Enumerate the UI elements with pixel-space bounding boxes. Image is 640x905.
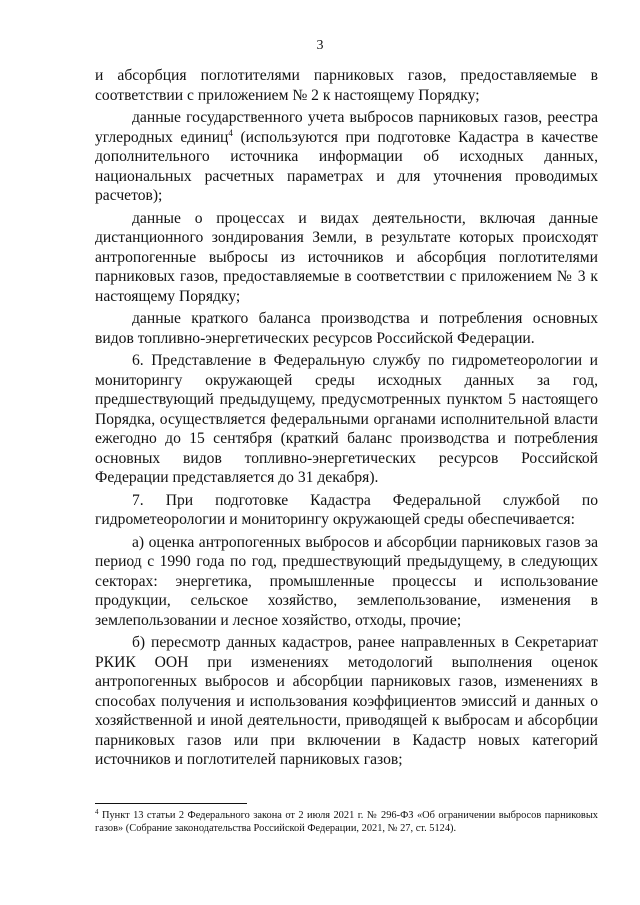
paragraph-text: (используются при подготовке Кадастра в качестве дополнительного источника информации об исходных данных, национальных расчетных параметрах и для уточнения проводимых расчетов); (95, 128, 598, 204)
document-body (95, 66, 598, 770)
footnote-separator (95, 803, 247, 804)
paragraph-item-7: 7. При подготовке Кадастра Федеральной службой по гидрометеорологии и мониторингу окружающей среды обеспечивается: (95, 491, 598, 528)
paragraph-item-6: 6. Представление в Федеральную службу по гидрометеорологии и мониторингу окружающей среды исходных данных за год, предшествующий предыдущему, предусмотренных пунктом 5 настоящего Порядка, осуществляется федеральными органами исполнительной власти ежегодно до 15 сентября (краткий баланс производства и потребления основных видов топливно-энергетических ресурсов Российской Федерации представляется до 31 декабря). (95, 352, 598, 486)
footnote-marker: 4 (95, 808, 99, 816)
paragraph-subitem-a: а) оценка антропогенных выбросов и абсорбции парниковых газов за период с 1990 года по год, предшествующий предыдущему, в следующих секторах: энергетика, промышленные процессы и использование продукции, сельское хозяйство, землепользование, изменения в землепользовании и лесное хозяйство, отходы, прочие; (95, 533, 598, 629)
paragraph-activity-data: данные о процессах и видах деятельности, включая данные дистанционного зондирования Земли, в результате которых происходят антропогенные выбросы из источников и абсорбция поглотителями парниковых газов, предоставляемые в соответствии с приложением № 3 к настоящему Порядку; (95, 209, 598, 305)
footnote (95, 809, 598, 835)
footnote-text: Пункт 13 статьи 2 Федерального закона от 2 июля 2021 г. № 296-ФЗ «Об ограничении выбросов парниковых газов» (Собрание законодательства Российской Федерации, 2021, № 27, ст. 5124). (95, 810, 598, 834)
paragraph-text: данные государственного учета выбросов парниковых газов, реестра углеродных единиц (95, 109, 598, 146)
paragraph-subitem-b: б) пересмотр данных кадастров, ранее направленных в Секретариат РКИК ООН при изменениях методологий выполнения оценок антропогенных выбросов и абсорбции парниковых газов, изменениях в способах получения и использования коэффициентов эмиссий и данных о хозяйственной и иной деятельности, приводящей к выбросам и абсорбции парниковых газов или при включении в Кадастр новых категорий источников и поглотителей парниковых газов; (95, 634, 598, 768)
paragraph-state-accounting-data (95, 108, 598, 206)
page-number: 3 (316, 38, 324, 53)
paragraph-continuation: и абсорбция поглотителями парниковых газов, предоставляемые в соответствии с приложением № 2 к настоящему Порядку; (95, 67, 598, 104)
paragraph-energy-balance: данные краткого баланса производства и потребления основных видов топливно-энергетических ресурсов Российской Федерации. (95, 310, 598, 347)
footnote-reference: 4 (228, 127, 233, 138)
